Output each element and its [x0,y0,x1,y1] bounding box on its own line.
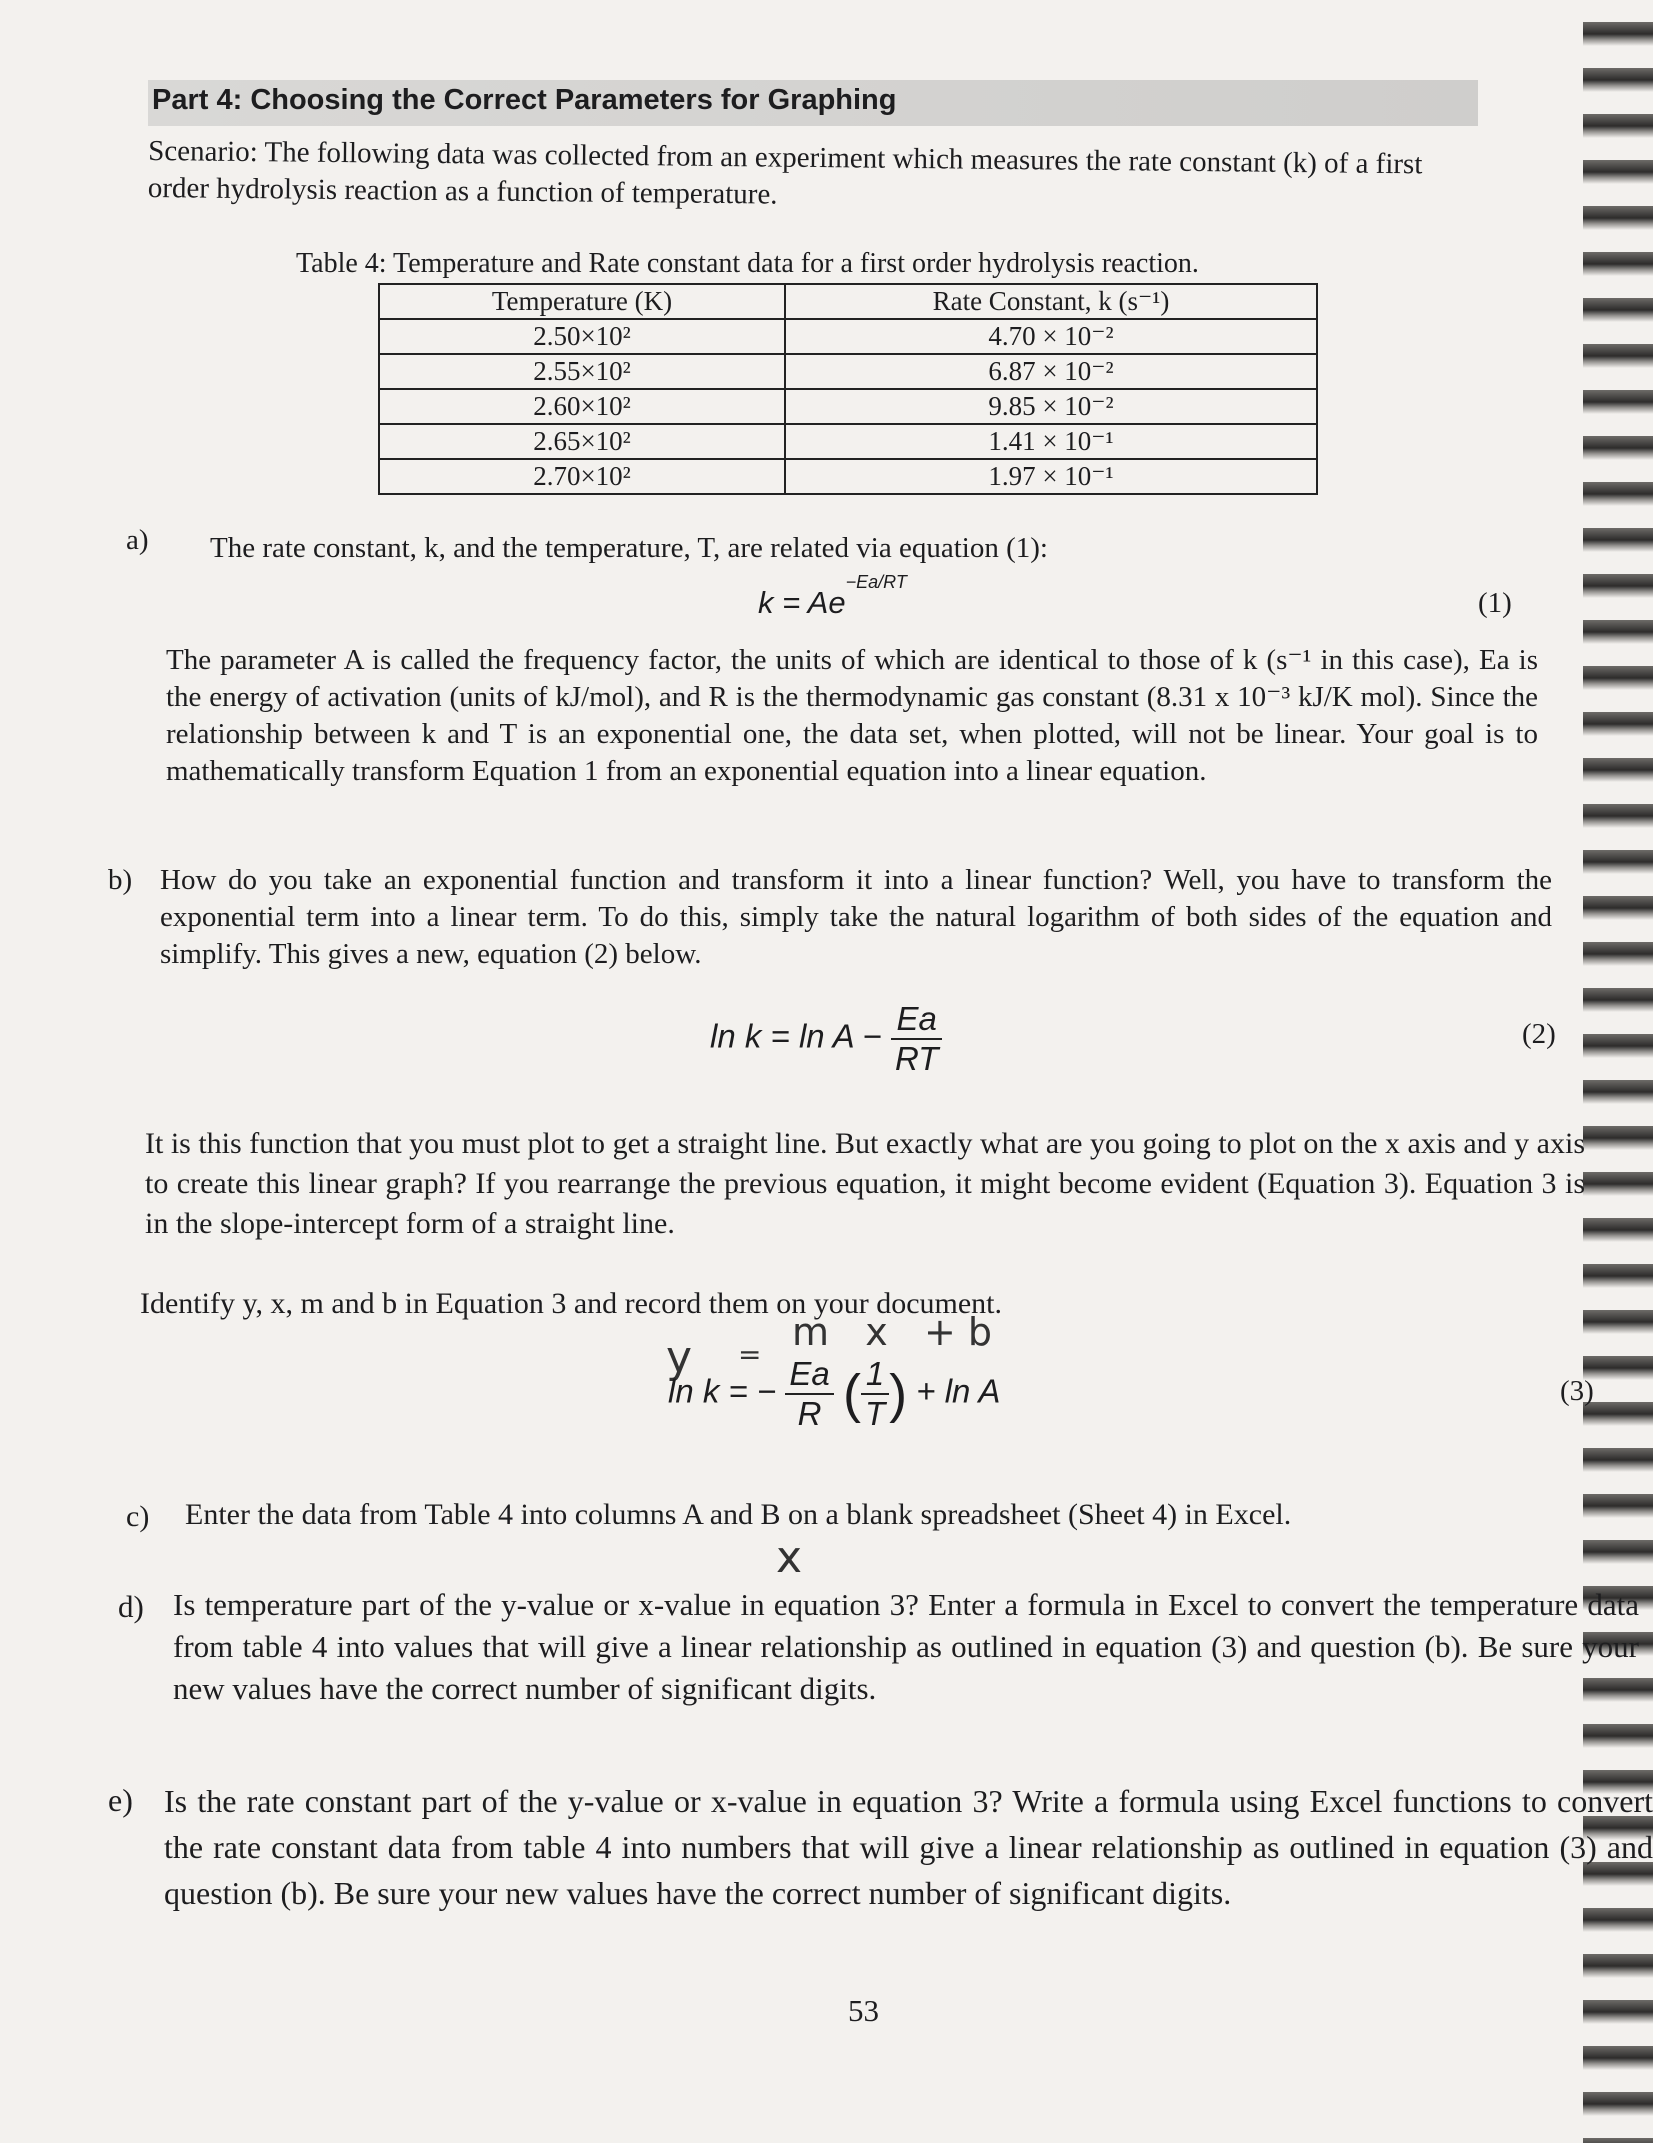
eq2-number: (2) [1522,1018,1556,1050]
identify-text: Identify y, x, m and b in Equation 3 and record them on your document. [140,1287,1003,1320]
c-text: Enter the data from Table 4 into columns A and B on a blank spreadsheet (Sheet 4) in Excel. [185,1498,1292,1531]
label-e: e) [108,1782,133,1818]
label-d: d) [118,1589,144,1624]
handwritten-x: x [776,1532,803,1583]
d-text: Is temperature part of the y-value or x-value in equation 3? Enter a formula in Excel to convert the temperature data from table 4 into values that will give a linear relationship as outlined in equation (3) and question (b). Be sure your new values have the correct number of significant digits. [173,1587,1639,1706]
table-row [379,319,1317,354]
eq2-frac-top: Ea [891,1000,942,1040]
equation-3: ln k = − $\frac{Ea}{R}$ ( $\frac{1}{T}$ ) + ln A [668,1355,1001,1432]
eq3-frac1-top: Ea [785,1355,833,1395]
handwritten-y: y [666,1332,693,1383]
rate-cell: 9.85 × 10⁻² [785,389,1317,424]
temperature-cell: 2.55×10² [379,354,785,389]
label-c: c) [126,1500,150,1533]
rate-cell: 1.97 × 10⁻¹ [785,459,1317,494]
eq1-lhs: k = Ae [758,585,846,620]
rate-cell: 4.70 × 10⁻² [785,319,1317,354]
eq2-fraction [891,1000,942,1078]
temperature-cell: 2.50×10² [379,319,785,354]
rate-cell: 1.41 × 10⁻¹ [785,424,1317,459]
equation-1 [758,571,907,621]
handwritten-equals: = [738,1338,762,1371]
header-temperature: Temperature (K) [379,284,785,319]
eq3-fraction-ea-r [785,1355,833,1433]
part-title: Part 4: Choosing the Correct Parameters for Graphing [152,84,897,116]
eq3-frac2-bottom: T [864,1395,886,1432]
table-row [379,354,1317,389]
a-body: The parameter A is called the frequency factor, the units of which are identical to those of k (s⁻¹ in this case), Ea is the energy of activation (units of kJ/mol), and R is the thermodynamic gas constant (8.31 x 10⁻³ kJ/K mol). Since the relationship between k and T is an exponential one, the data set, when plotted, will not be linear. Your goal is to mathematically transform Equation 1 from an exponential equation into a linear equation. [166,644,1538,787]
page-number: 53 [848,1993,879,2028]
table-row [379,389,1317,424]
table-caption: Table 4: Temperature and Rate constant data for a first order hydrolysis reaction. [296,248,1199,279]
table-row [379,424,1317,459]
scenario-text: Scenario: The following data was collected from an experiment which measures the rate constant (k) of a first order hydrolysis reaction as a function of temperature. [147,134,1423,211]
b-text: How do you take an exponential function and transform it into a linear function? Well, you have to transform the exponential term into a linear term. To do this, simply take the natural logarithm of both sides of the equation and simplify. This gives a new, equation (2) below. [160,864,1552,970]
eq3-frac2-top: 1 [861,1355,889,1395]
data-table [378,283,1318,495]
e-text: Is the rate constant part of the y-value or x-value in equation 3? Write a formula using Excel functions to convert the rate constant data from table 4 into numbers that will give a linear relationship as outlined in equation (3) and question (b). Be sure your new values have the correct number of significant digits. [164,1783,1653,1911]
eq3-frac1-bottom: R [797,1395,822,1432]
label-a: a) [126,524,149,556]
eq3-fraction-1-t [861,1355,889,1433]
equation-2 [710,1000,942,1078]
rate-cell: 6.87 × 10⁻² [785,354,1317,389]
eq2-frac-bottom: RT [895,1040,939,1077]
temperature-cell: 2.60×10² [379,389,785,424]
table-header-row [379,284,1317,319]
eq3-lhs: ln k = − [668,1372,777,1410]
label-b: b) [108,864,133,896]
table-row [379,459,1317,494]
eq2-lhs: ln k = ln A − [710,1017,882,1055]
temperature-cell: 2.65×10² [379,424,785,459]
eq1-number: (1) [1478,587,1512,619]
b-paragraph-2: It is this function that you must plot to get a straight line. But exactly what are you going to plot on the x axis and y axis to create this linear graph? If you rearrange the previous equation, it might become evident (Equation 3). Equation 3 is in the slope-intercept form of a straight line. [145,1127,1585,1240]
eq3-rhs: + ln A [916,1372,1001,1410]
eq1-exponent: −Ea/RT [845,571,907,592]
a-intro: The rate constant, k, and the temperature, T, are related via equation (1): [210,532,1048,564]
eq3-number: (3) [1560,1375,1594,1407]
temperature-cell: 2.70×10² [379,459,785,494]
header-rate-constant: Rate Constant, k (s⁻¹) [785,284,1317,319]
handwritten-m-x-b: m x + b [792,1310,993,1354]
